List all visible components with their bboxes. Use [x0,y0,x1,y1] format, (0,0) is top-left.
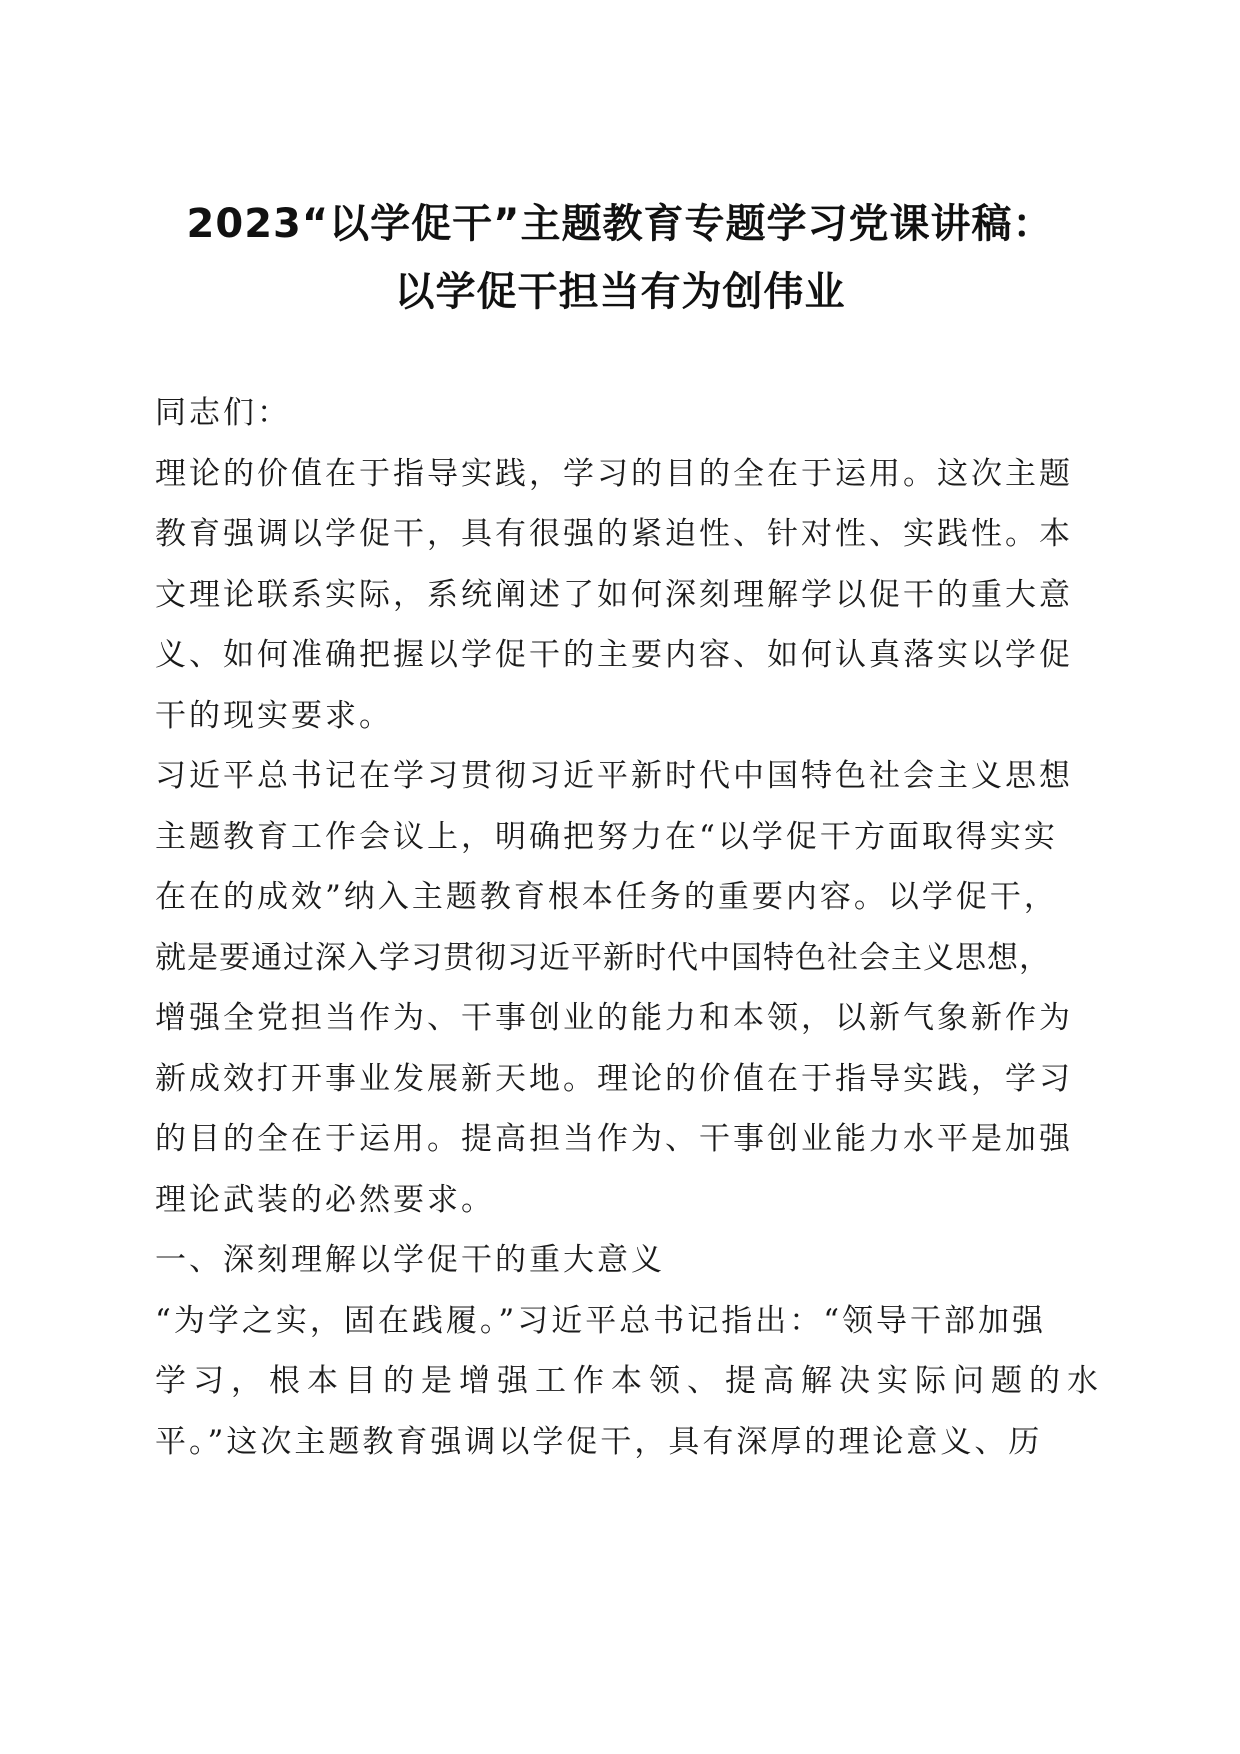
paragraph-line: 文理论联系实际，系统阐述了如何深刻理解学以促干的重大意 [155,576,1073,613]
paragraph-line: 理论武装的必然要求。 [155,1181,495,1218]
paragraph-line: 的目的全在于运用。提高担当作为、干事创业能力水平是加强 [155,1121,1073,1157]
paragraph-line: 在在的成效”纳入主题教育根本任务的重要内容。以学促干， [155,879,1058,915]
title-line-1: 2023“以学促干”主题教育专题学习党课讲稿： [186,201,1054,247]
salutation: 同志们： [155,395,291,431]
paragraph-line: 习近平总书记在学习贯彻习近平新时代中国特色社会主义思想 [155,758,1073,794]
paragraph-line: 就是要通过深入学习贯彻习近平新时代中国特色社会主义思想， [155,939,1051,976]
paragraph-line: 学习，根本目的是增强工作本领、提高解决实际问题的水 [155,1363,1105,1399]
paragraph-line: 理论的价值在于指导实践，学习的目的全在于运用。这次主题 [155,455,1073,492]
paragraph-line: “为学之实，固在践履。”习近平总书记指出：“领导干部加强 [155,1302,1047,1339]
paragraph-main [155,746,1085,1230]
paragraph-section-1 [155,1291,1105,1473]
paragraph-line: 主题教育工作会议上，明确把努力在“以学促干方面取得实实 [155,818,1058,855]
paragraph-line: 干的现实要求。 [155,697,393,734]
title-line-2: 以学促干担当有为创伟业 [394,269,846,315]
paragraph-line: 增强全党担当作为、干事创业的能力和本领，以新气象新作为 [155,1000,1073,1036]
paragraph-intro [155,444,1085,747]
paragraph-line: 平。”这次主题教育强调以学促干，具有深厚的理论意义、历 [155,1423,1043,1460]
paragraph-line: 新成效打开事业发展新天地。理论的价值在于指导实践，学习 [155,1060,1073,1097]
paragraph-line: 教育强调以学促干，具有很强的紧迫性、针对性、实践性。本 [155,516,1073,552]
section-heading: 一、深刻理解以学促干的重大意义 [155,1242,665,1278]
document-body [155,383,1105,1472]
paragraph-line: 义、如何准确把握以学促干的主要内容、如何认真落实以学促 [155,637,1073,673]
document-title [140,190,1100,326]
